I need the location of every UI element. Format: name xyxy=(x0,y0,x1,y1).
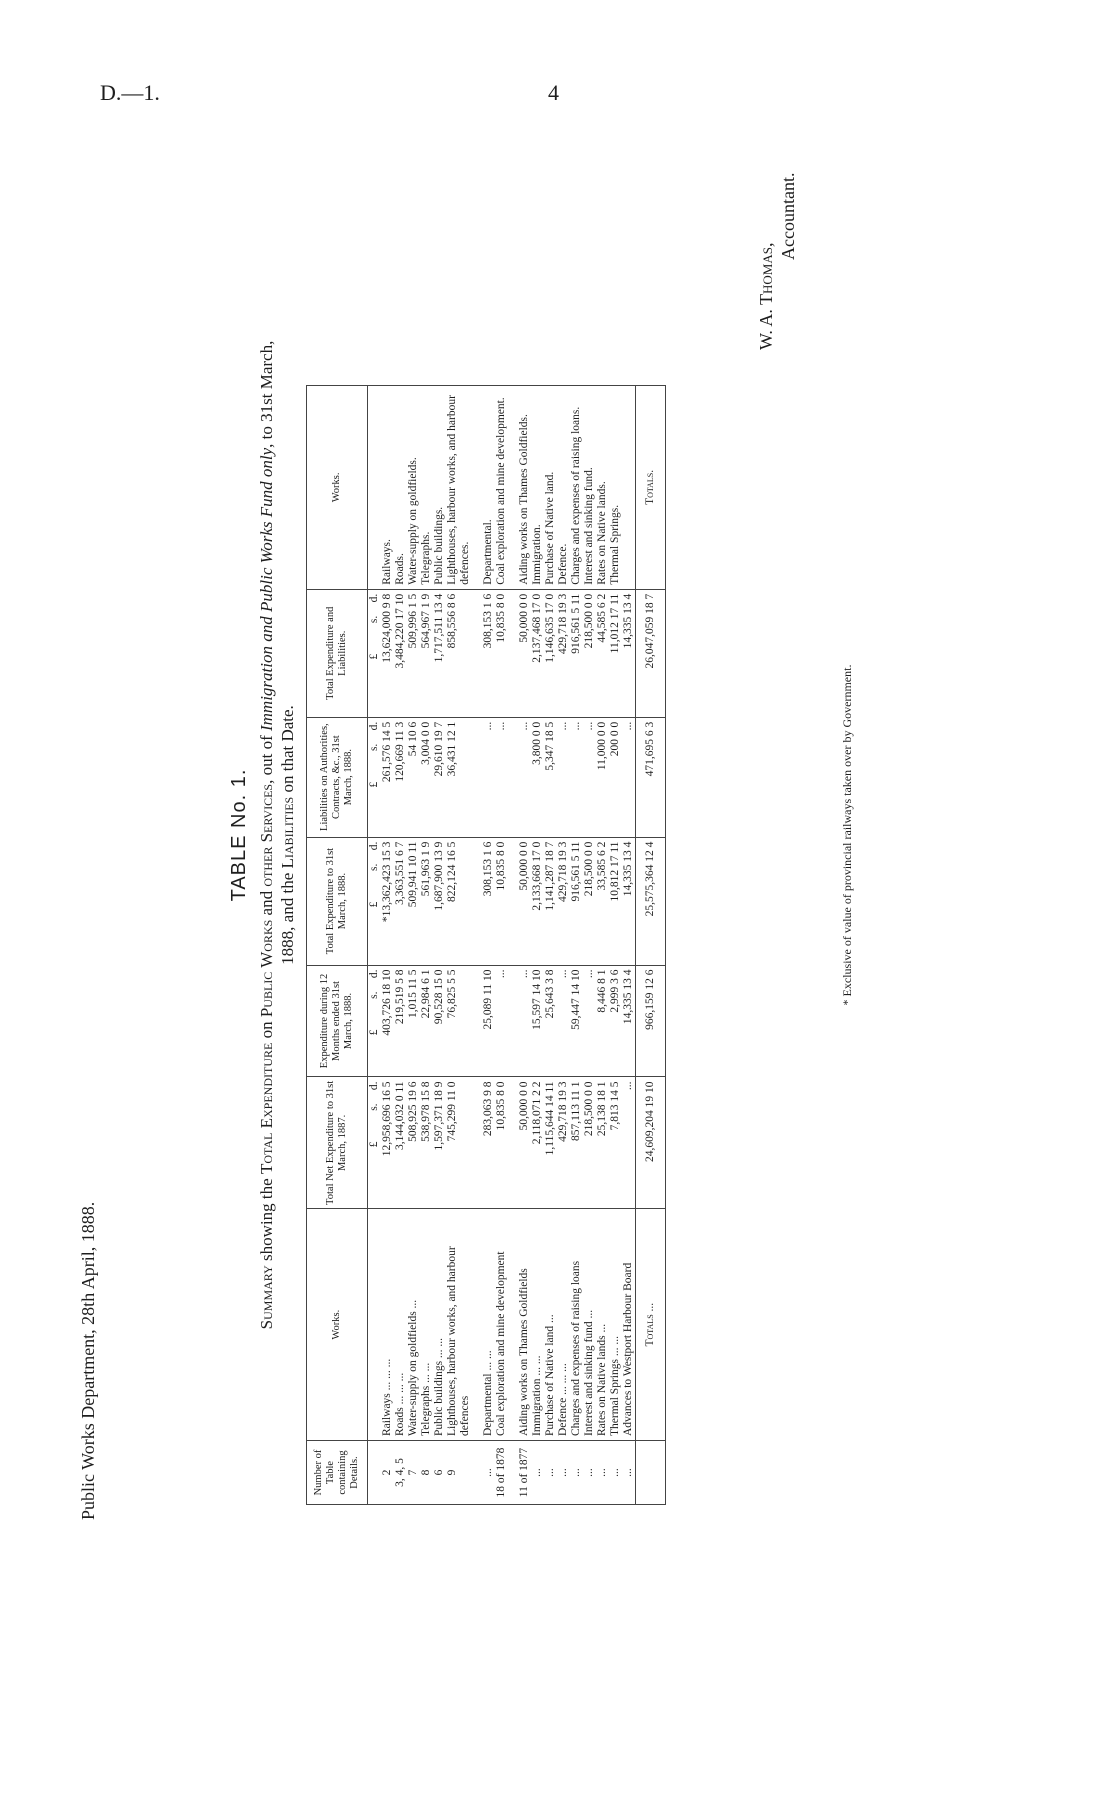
cell-expenditure-12-months: 15,597 14 10 xyxy=(531,965,544,1077)
cell-total-expenditure-liabilities: 308,153 1 6 xyxy=(482,589,495,717)
cell-net-expenditure: 3,144,032 0 11 xyxy=(394,1077,407,1209)
cell-liabilities: 3,800 0 0 xyxy=(531,717,544,837)
col-header-total-expenditure: Total Expenditure to 31st March, 1888. xyxy=(307,837,368,965)
cell-table-number: ... xyxy=(531,1441,544,1505)
cell-expenditure-12-months: ... xyxy=(518,965,531,1077)
cell-net-expenditure: 7,813 14 5 xyxy=(609,1077,622,1209)
cell-table-number: 2 xyxy=(381,1441,394,1505)
cell-works: Rates on Native lands ... xyxy=(596,1209,609,1441)
table-row xyxy=(596,386,609,1505)
cell-works: Lighthouses, harbour works, and harbour defences xyxy=(446,1209,472,1441)
cell-works-repeat: Lighthouses, harbour works, and harbour defences. xyxy=(446,386,472,590)
cell-liabilities: 29,610 19 7 xyxy=(433,717,446,837)
cell-expenditure-12-months: 2,999 3 6 xyxy=(609,965,622,1077)
total-expenditure-12-months: 966,159 12 6 xyxy=(636,965,666,1077)
cell-net-expenditure: 218,500 0 0 xyxy=(583,1077,596,1209)
summary-text: , out of xyxy=(257,731,276,784)
totals-row xyxy=(636,386,666,1505)
cell-table-number: 3, 4, 5 xyxy=(394,1441,407,1505)
cell-works: Immigration ... ... xyxy=(531,1209,544,1441)
cell-expenditure-12-months: 25,643 3 8 xyxy=(544,965,557,1077)
cell-total-expenditure: 50,000 0 0 xyxy=(518,837,531,965)
summary-fund-name: Immigration and Public Works Fund only xyxy=(257,447,276,732)
table-row xyxy=(407,386,420,1505)
table-row xyxy=(495,386,508,1505)
cell-table-number: 8 xyxy=(420,1441,433,1505)
col-header-number: Number of Table containing Details. xyxy=(307,1441,368,1505)
cell-liabilities: 5,347 18 5 xyxy=(544,717,557,837)
cell-net-expenditure: 1,597,371 18 9 xyxy=(433,1077,446,1209)
cell-total-expenditure-liabilities: 44,585 6 2 xyxy=(596,589,609,717)
table-row xyxy=(518,386,531,1505)
cell-total-expenditure: 10,835 8 0 xyxy=(495,837,508,965)
cell-net-expenditure: 745,299 11 0 xyxy=(446,1077,472,1209)
table-body xyxy=(368,386,666,1505)
cell-works-repeat: Departmental. xyxy=(482,386,495,590)
total-expenditure: 25,575,364 12 4 xyxy=(636,837,666,965)
cell-works: Roads ... ... ... xyxy=(394,1209,407,1441)
cell-liabilities: 36,431 12 1 xyxy=(446,717,472,837)
cell-net-expenditure: 10,835 8 0 xyxy=(495,1077,508,1209)
cell-works: Coal exploration and mine development xyxy=(495,1209,508,1441)
cell-works-repeat: Purchase of Native land. xyxy=(544,386,557,590)
cell-works-repeat: Interest and sinking fund. xyxy=(583,386,596,590)
cell-total-expenditure: 3,363,551 6 7 xyxy=(394,837,407,965)
cell-net-expenditure: 50,000 0 0 xyxy=(518,1077,531,1209)
cell-liabilities: ... xyxy=(570,717,583,837)
cell-net-expenditure: 429,718 19 3 xyxy=(557,1077,570,1209)
cell-works: Purchase of Native land ... xyxy=(544,1209,557,1441)
cell-total-expenditure-liabilities: 564,967 1 9 xyxy=(420,589,433,717)
cell-expenditure-12-months: 59,447 14 10 xyxy=(570,965,583,1077)
units-cell: £s.d. xyxy=(368,1077,382,1209)
table-row xyxy=(570,386,583,1505)
cell-liabilities: ... xyxy=(622,717,636,837)
summary-text: and xyxy=(257,886,276,920)
cell-liabilities: 261,576 14 5 xyxy=(381,717,394,837)
cell-table-number: 6 xyxy=(433,1441,446,1505)
col-header-works-repeat: Works. xyxy=(307,386,368,590)
table-summary-title xyxy=(256,135,298,1535)
cell-total-expenditure: 2,133,668 17 0 xyxy=(531,837,544,965)
cell-liabilities: 3,004 0 0 xyxy=(420,717,433,837)
cell-total-expenditure: 429,718 19 3 xyxy=(557,837,570,965)
table-row xyxy=(622,386,636,1505)
cell-works: Defence ... ... ... xyxy=(557,1209,570,1441)
cell-table-number: 7 xyxy=(407,1441,420,1505)
table-row xyxy=(531,386,544,1505)
cell-total-expenditure: 308,153 1 6 xyxy=(482,837,495,965)
cell-total-expenditure-liabilities: 1,717,511 13 4 xyxy=(433,589,446,717)
cell-works: Aiding works on Thames Goldfields xyxy=(518,1209,531,1441)
cell-liabilities: ... xyxy=(518,717,531,837)
cell-expenditure-12-months: ... xyxy=(583,965,596,1077)
cell-total-expenditure-liabilities: 10,835 8 0 xyxy=(495,589,508,717)
cell-expenditure-12-months: 90,528 15 0 xyxy=(433,965,446,1077)
cell-table-number: ... xyxy=(482,1441,495,1505)
cell-table-number: ... xyxy=(557,1441,570,1505)
cell-total-expenditure: 509,941 10 11 xyxy=(407,837,420,965)
cell-net-expenditure: 508,925 19 6 xyxy=(407,1077,420,1209)
col-header-net-expenditure: Total Net Expenditure to 31st March, 1887. xyxy=(307,1077,368,1209)
row-spacer xyxy=(472,386,482,1505)
cell-table-number: 11 of 1877 xyxy=(518,1441,531,1505)
cell-works-repeat: Coal exploration and mine development. xyxy=(495,386,508,590)
cell-total-expenditure-liabilities: 1,146,635 17 0 xyxy=(544,589,557,717)
cell-liabilities: 120,669 11 3 xyxy=(394,717,407,837)
cell-liabilities: ... xyxy=(583,717,596,837)
document-reference: D.—1. xyxy=(100,80,160,105)
summary-liabilities: Liabilities xyxy=(278,796,297,869)
cell-works-repeat: Thermal Springs. xyxy=(609,386,622,590)
summary-text: showing the xyxy=(257,1174,276,1266)
cell-total-expenditure: 1,687,900 13 9 xyxy=(433,837,446,965)
cell-total-expenditure-liabilities: 11,012 17 11 xyxy=(609,589,622,717)
summary-total-expenditure: Total Expenditure xyxy=(257,1042,276,1175)
cell-total-expenditure: 1,141,287 18 7 xyxy=(544,837,557,965)
summary-text: 1888, and the xyxy=(278,868,297,965)
cell-table-number: ... xyxy=(609,1441,622,1505)
table-row xyxy=(557,386,570,1505)
cell-works: Advances to Westport Harbour Board xyxy=(622,1209,636,1441)
summary-text: , to 31st March, xyxy=(257,340,276,448)
footnote: * Exclusive of value of provincial railways taken over by Government. xyxy=(840,664,854,1006)
col-header-liabilities: Liabilities on Authorities, Contracts, &c., 31st March, 1888. xyxy=(307,717,368,837)
signature-name: W. A. Thomas, xyxy=(756,242,776,350)
department-date-line: Public Works Department, 28th April, 1888. xyxy=(78,1201,98,1520)
cell-works-repeat: Rates on Native lands. xyxy=(596,386,609,590)
cell-total-expenditure: 218,500 0 0 xyxy=(583,837,596,965)
col-header-expenditure-12-months: Expenditure during 12 Months ended 31st March, 1888. xyxy=(307,965,368,1077)
summary-word: Summary xyxy=(257,1265,276,1330)
cell-total-expenditure-liabilities: 2,137,468 17 0 xyxy=(531,589,544,717)
cell-works: Telegraphs ... ... xyxy=(420,1209,433,1441)
table-row xyxy=(420,386,433,1505)
cell-total-expenditure-liabilities: 3,484,220 17 10 xyxy=(394,589,407,717)
cell-expenditure-12-months: 14,335 13 4 xyxy=(622,965,636,1077)
cell-net-expenditure: 538,978 15 8 xyxy=(420,1077,433,1209)
cell-total-expenditure: 14,335 13 4 xyxy=(622,837,636,965)
cell-works: Public buildings ... ... xyxy=(433,1209,446,1441)
cell-works: Departmental ... ... xyxy=(482,1209,495,1441)
page-number: 4 xyxy=(548,80,559,105)
cell-table-number xyxy=(636,1441,666,1505)
cell-works-repeat: Public buildings. xyxy=(433,386,446,590)
cell-works-repeat: Water-supply on goldfields. xyxy=(407,386,420,590)
units-cell: £s.d. xyxy=(368,965,382,1077)
col-header-works: Works. xyxy=(307,1209,368,1441)
table-row xyxy=(482,386,495,1505)
cell-total-expenditure: 10,812 17 11 xyxy=(609,837,622,965)
cell-total-expenditure-liabilities: 858,556 8 6 xyxy=(446,589,472,717)
cell-works-repeat: Aiding works on Thames Goldfields. xyxy=(518,386,531,590)
cell-total-expenditure-liabilities: 916,561 5 11 xyxy=(570,589,583,717)
cell-total-expenditure-liabilities: 509,996 1 5 xyxy=(407,589,420,717)
cell-total-expenditure: 916,561 5 11 xyxy=(570,837,583,965)
cell-expenditure-12-months: 8,446 8 1 xyxy=(596,965,609,1077)
cell-expenditure-12-months: 22,984 6 1 xyxy=(420,965,433,1077)
cell-total-expenditure-liabilities: 13,624,000 9 8 xyxy=(381,589,394,717)
cell-liabilities: ... xyxy=(482,717,495,837)
signature-title: Accountant. xyxy=(778,172,798,260)
cell-works-repeat: Roads. xyxy=(394,386,407,590)
cell-total-expenditure: 822,124 16 5 xyxy=(446,837,472,965)
cell-liabilities: 200 0 0 xyxy=(609,717,622,837)
cell-expenditure-12-months: 1,015 11 5 xyxy=(407,965,420,1077)
cell-net-expenditure: 1,115,644 14 11 xyxy=(544,1077,557,1209)
cell-table-number: 9 xyxy=(446,1441,472,1505)
cell-expenditure-12-months: ... xyxy=(495,965,508,1077)
table-row xyxy=(609,386,622,1505)
summary-text: on that Date. xyxy=(278,705,297,797)
total-expenditure-liabilities: 26,047,059 18 7 xyxy=(636,589,666,717)
cell-total-expenditure-liabilities: 14,335 13 4 xyxy=(622,589,636,717)
cell-works: Interest and sinking fund ... xyxy=(583,1209,596,1441)
table-row xyxy=(446,386,472,1505)
cell-table-number: ... xyxy=(622,1441,636,1505)
expenditure-table xyxy=(306,385,666,1505)
total-liabilities: 471,695 6 3 xyxy=(636,717,666,837)
cell-liabilities: ... xyxy=(495,717,508,837)
cell-net-expenditure: 283,063 9 8 xyxy=(482,1077,495,1209)
table-row xyxy=(433,386,446,1505)
totals-label: Totals ... xyxy=(636,1209,666,1441)
cell-expenditure-12-months: 403,726 18 10 xyxy=(381,965,394,1077)
cell-liabilities: 54 10 6 xyxy=(407,717,420,837)
signature-block xyxy=(755,173,799,350)
table-row xyxy=(583,386,596,1505)
cell-total-expenditure-liabilities: 218,500 0 0 xyxy=(583,589,596,717)
table-row xyxy=(381,386,394,1505)
cell-liabilities: ... xyxy=(557,717,570,837)
cell-expenditure-12-months: 219,519 5 8 xyxy=(394,965,407,1077)
cell-liabilities: 11,000 0 0 xyxy=(596,717,609,837)
cell-works: Charges and expenses of raising loans xyxy=(570,1209,583,1441)
summary-other-services: other Services xyxy=(257,783,276,887)
totals-label-repeat: Totals. xyxy=(636,386,666,590)
cell-table-number: ... xyxy=(596,1441,609,1505)
cell-net-expenditure: 857,113 11 1 xyxy=(570,1077,583,1209)
cell-table-number: 18 of 1878 xyxy=(495,1441,508,1505)
cell-total-expenditure: 561,963 1 9 xyxy=(420,837,433,965)
units-cell: £s.d. xyxy=(368,717,382,837)
cell-net-expenditure: 25,138 18 1 xyxy=(596,1077,609,1209)
cell-total-expenditure-liabilities: 50,000 0 0 xyxy=(518,589,531,717)
cell-works-repeat xyxy=(622,386,636,590)
summary-public-works: Public Works xyxy=(257,919,276,1018)
table-row xyxy=(394,386,407,1505)
row-spacer xyxy=(508,386,518,1505)
cell-total-expenditure: 33,585 6 2 xyxy=(596,837,609,965)
cell-works: Railways ... ... ... xyxy=(381,1209,394,1441)
cell-works: Water-supply on goldfields ... xyxy=(407,1209,420,1441)
cell-net-expenditure: 2,118,071 2 2 xyxy=(531,1077,544,1209)
cell-works-repeat: Immigration. xyxy=(531,386,544,590)
cell-net-expenditure: ... xyxy=(622,1077,636,1209)
cell-total-expenditure-liabilities: 429,718 19 3 xyxy=(557,589,570,717)
units-row xyxy=(368,386,382,1505)
cell-works-repeat: Railways. xyxy=(381,386,394,590)
summary-text: on xyxy=(257,1017,276,1043)
col-header-total-expenditure-liabilities: Total Expenditure and Liabilities. xyxy=(307,589,368,717)
cell-works-repeat: Defence. xyxy=(557,386,570,590)
cell-works: Thermal Springs ... ... xyxy=(609,1209,622,1441)
cell-works-repeat: Charges and expenses of raising loans. xyxy=(570,386,583,590)
cell-works-repeat: Telegraphs. xyxy=(420,386,433,590)
cell-expenditure-12-months: ... xyxy=(557,965,570,1077)
units-cell: £s.d. xyxy=(368,589,382,717)
table-row xyxy=(544,386,557,1505)
units-cell: £s.d. xyxy=(368,837,382,965)
cell-table-number: ... xyxy=(570,1441,583,1505)
cell-net-expenditure: 12,958,696 16 5 xyxy=(381,1077,394,1209)
cell-table-number: ... xyxy=(583,1441,596,1505)
cell-table-number: ... xyxy=(544,1441,557,1505)
cell-total-expenditure: *13,362,423 15 3 xyxy=(381,837,394,965)
table-number: TABLE No. 1. xyxy=(228,768,250,902)
cell-expenditure-12-months: 25,089 11 10 xyxy=(482,965,495,1077)
cell-expenditure-12-months: 76,825 5 5 xyxy=(446,965,472,1077)
total-net-expenditure: 24,609,204 19 10 xyxy=(636,1077,666,1209)
